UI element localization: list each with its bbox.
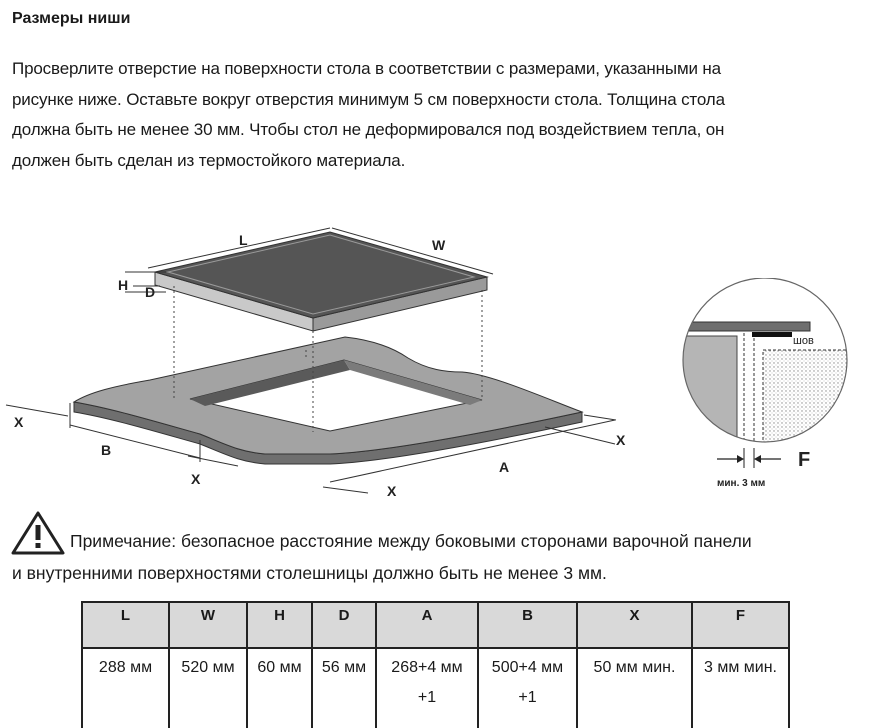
seam-label: шов [793,335,814,347]
label-L: L [239,232,248,248]
label-X-left: X [14,414,24,430]
label-D: D [145,284,156,300]
table-header-F: F [692,602,789,648]
table-cell-L: 288 мм [82,648,169,728]
table-header-W: W [169,602,247,648]
dim-line-X-bottom-right [323,487,368,493]
table-cell-H: 60 мм [247,648,312,728]
table-cell-W: 520 мм [169,648,247,728]
table-cell-A-line1: 268+4 мм [391,659,463,676]
f-arrow-head-right [754,455,761,463]
note-text-line2: и внутренними поверхностями столешницы должно быть не менее 3 мм. [12,563,607,583]
detail-countertop [665,336,737,446]
table-cell-B-line1: 500+4 мм [491,659,564,676]
warning-triangle-icon [10,510,66,556]
label-H: H [118,277,129,293]
min-3mm-label: мин. 3 мм [717,478,766,489]
f-label: F [798,449,811,471]
label-A: A [499,459,510,475]
table-cell-A [376,648,478,728]
table-header-H: H [247,602,312,648]
f-arrow-head-left [737,455,744,463]
label-B: B [101,442,112,458]
dimensions-table [81,601,790,728]
table-row [82,648,789,728]
table-cell-D: 56 мм [312,648,376,728]
detail-appliance-body [763,350,873,450]
table-cell-B [478,648,577,728]
label-X-right: X [616,432,626,448]
table-cell-A-line2: +1 [417,689,437,706]
instructions-paragraph [12,54,874,176]
table-header-B: B [478,602,577,648]
instructions-line: должен быть сделан из термостойкого материала. [12,150,406,170]
note-text-line1: Примечание: безопасное расстояние между боковыми сторонами варочной панели [70,531,752,551]
page-heading: Размеры ниши [12,10,131,27]
table-header-X: X [577,602,692,648]
instructions-line: должна быть не менее 30 мм. Чтобы стол не деформировался под воздействием тепла, он [12,120,725,139]
dim-line-X-right [545,427,615,444]
table-cell-X: 50 мм мин. [577,648,692,728]
table-header-A: A [376,602,478,648]
detail-cooktop-glass [665,322,810,331]
cutout-diagram [0,200,660,500]
table-cell-B-line2: +1 [518,689,537,706]
table-header-row [82,602,789,648]
table-header-D: D [312,602,376,648]
instructions-line: рисунке ниже. Оставьте вокруг отверстия минимум 5 см поверхности стола. Толщина стола [12,89,725,109]
label-X-bottom-right: X [387,483,397,499]
table-cell-F: 3 мм мин. [692,648,789,728]
dim-line-X-bottom-left [188,456,238,466]
extension-line [584,415,616,420]
label-W: W [432,237,446,253]
detail-seal [752,332,792,337]
instructions-line: Просверлите отверстие на поверхности стола в соответствии с размерами, указанными на [12,59,721,78]
label-X-bottom-left: X [191,471,201,487]
edge-detail-diagram [665,278,875,493]
table-header-L: L [82,602,169,648]
